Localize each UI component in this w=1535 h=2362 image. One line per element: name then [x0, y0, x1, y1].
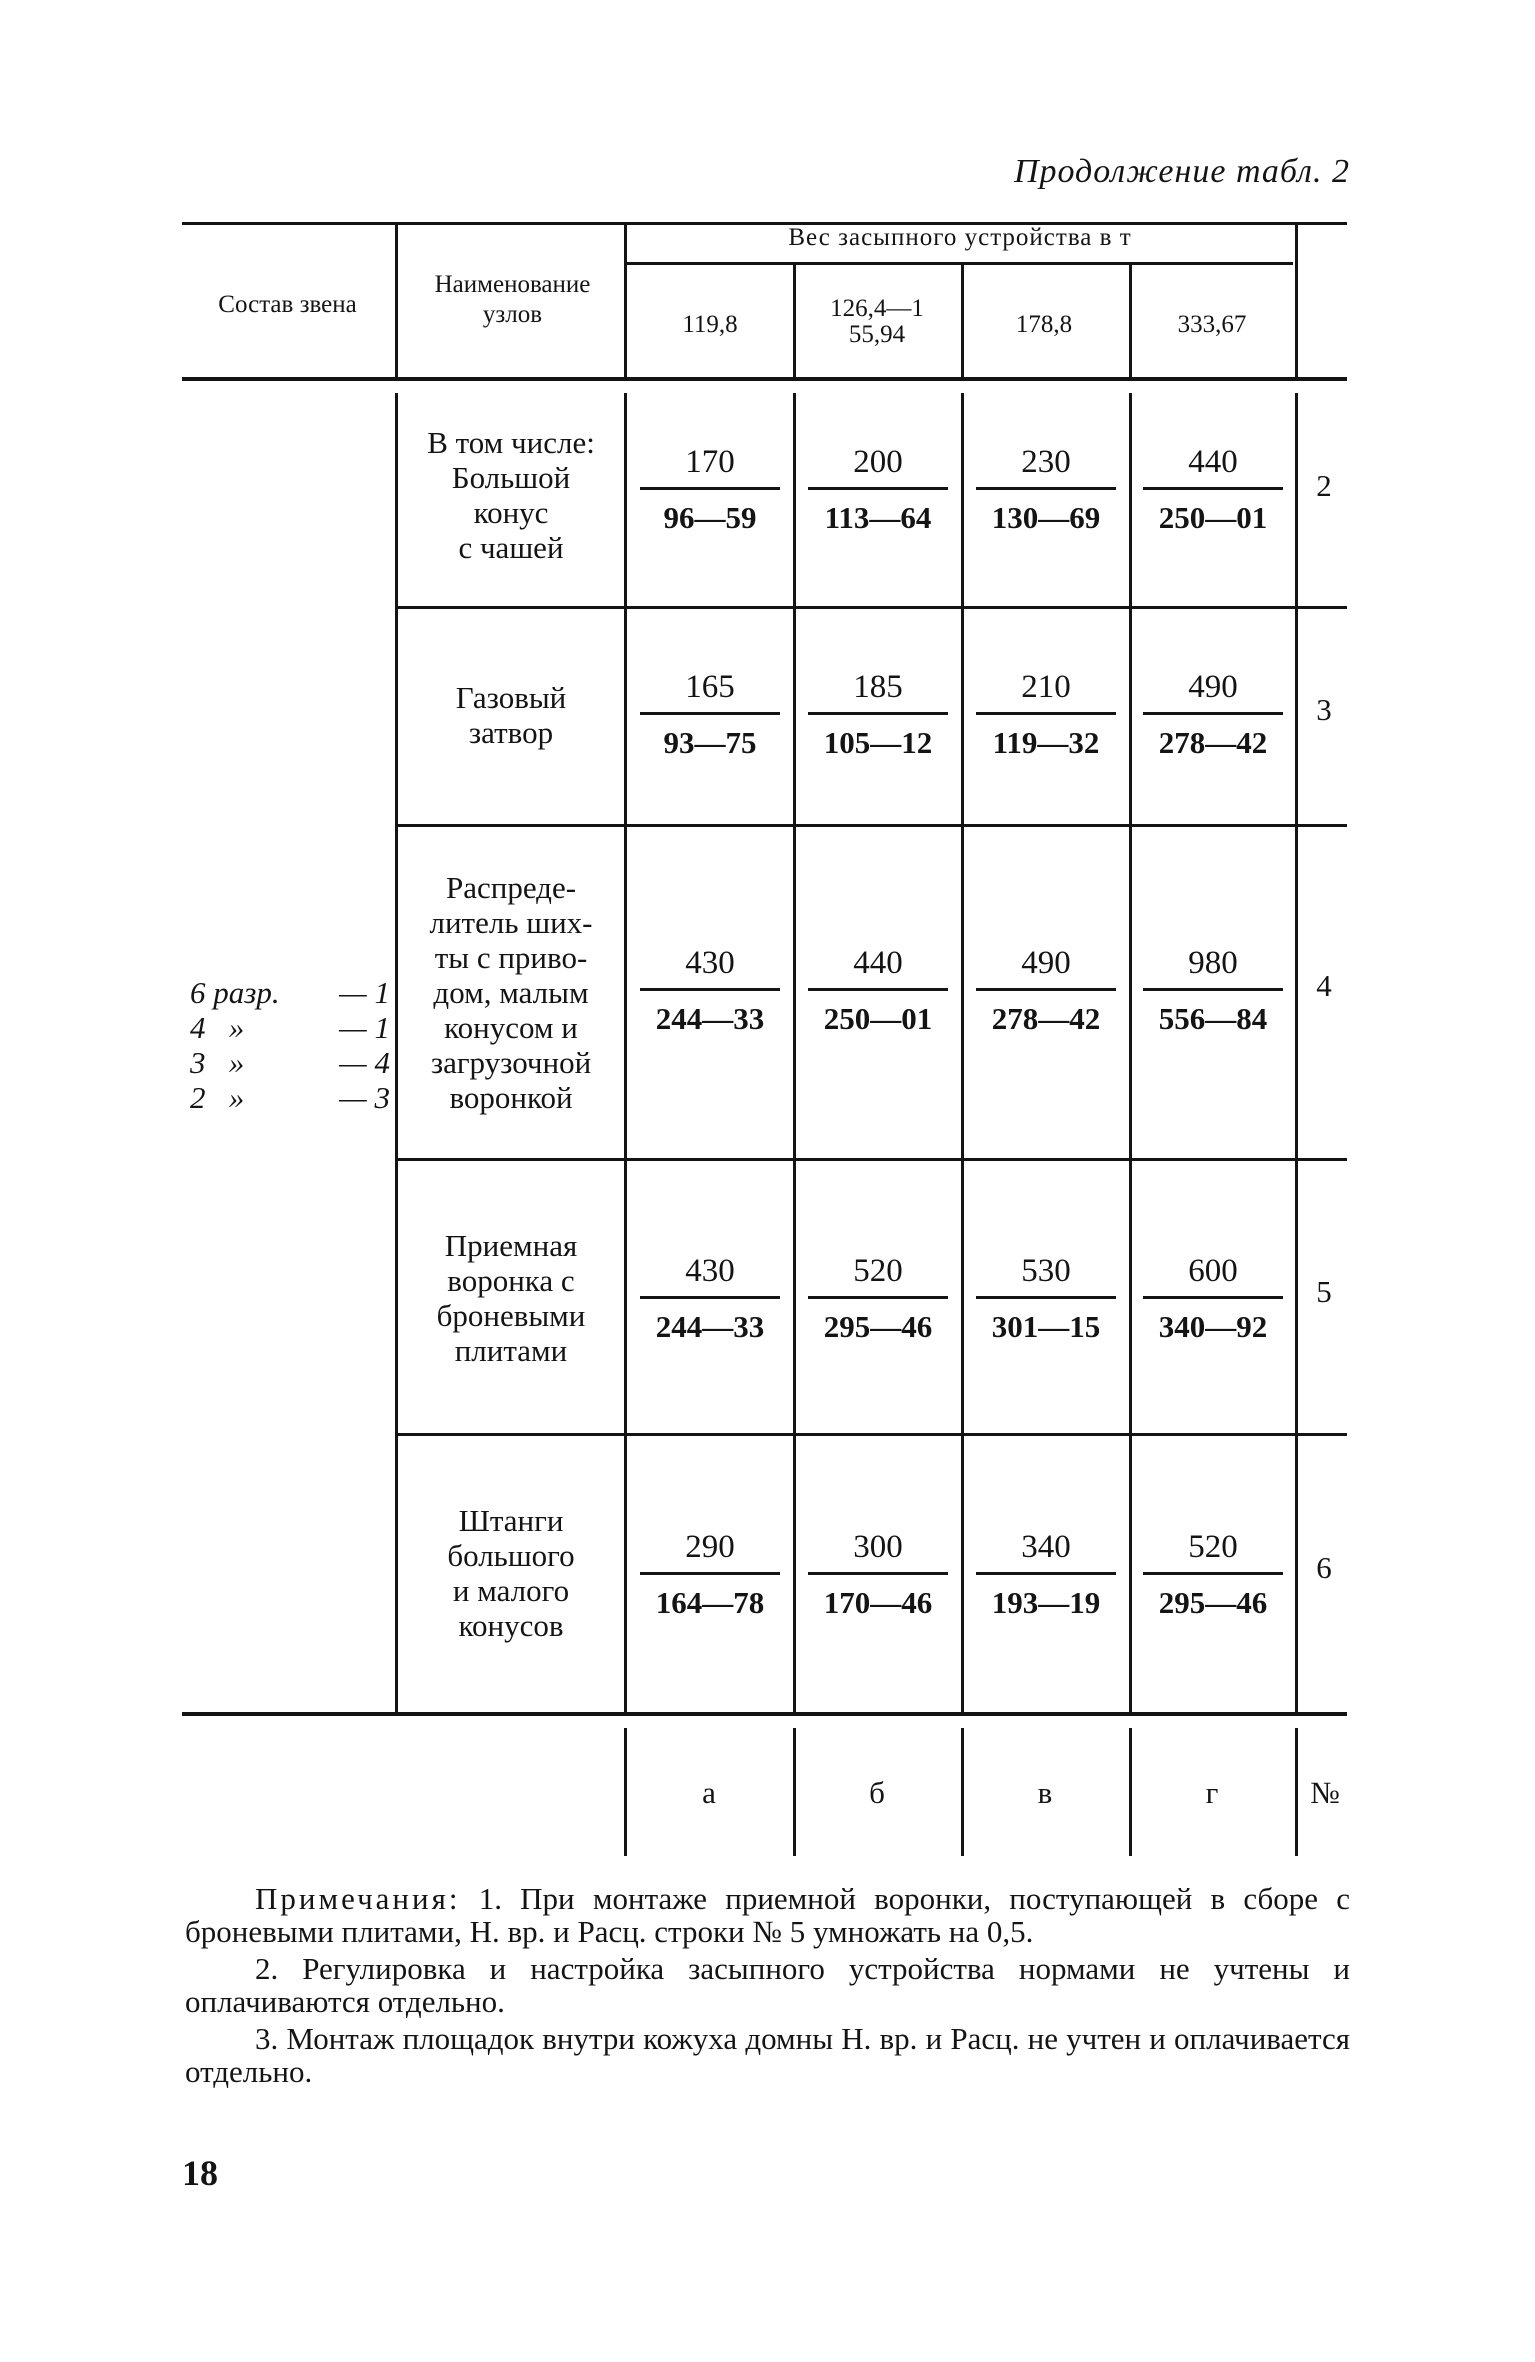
header-weight-group: Вес засыпного устройства в т	[788, 224, 1132, 251]
fraction-bar	[976, 988, 1116, 991]
pay-rate: 295—46	[1158, 1585, 1268, 1620]
vline-body-5	[1129, 393, 1132, 1713]
fraction-bar	[808, 1296, 948, 1299]
header-node: Наименование узлов	[434, 271, 591, 328]
crew-line	[190, 1080, 390, 1115]
row-separator-2	[397, 824, 1347, 827]
node-name-row-4	[400, 870, 622, 1115]
fraction-bar	[808, 487, 948, 490]
header-weight-2-value: 126,4—155,94	[830, 295, 924, 348]
crew-count: — 1	[339, 1010, 390, 1045]
norm-time: 300	[853, 1529, 903, 1565]
vline-header-6	[1295, 224, 1298, 379]
fraction-bar	[808, 1572, 948, 1575]
norm-time: 165	[685, 669, 735, 705]
value-cell	[1143, 666, 1283, 763]
row-number-label: №	[1310, 1775, 1340, 1810]
pay-rate: 295—46	[823, 1309, 933, 1344]
value-cell	[1143, 1526, 1283, 1623]
vline-body-3	[793, 393, 796, 1713]
note-2: 2. Регулировка и настройка засыпного устройства нормами не учтены и оплачиваются отдельно.	[185, 1951, 1350, 2019]
norm-time: 490	[1021, 945, 1071, 981]
value-cell	[808, 441, 948, 538]
node-line: конусом и	[444, 1010, 578, 1045]
header-weight-1: 119,8	[682, 311, 738, 338]
norm-time: 290	[685, 1529, 735, 1565]
pay-rate: 278—42	[1158, 725, 1268, 760]
column-letter-g: г	[1205, 1775, 1219, 1810]
row-number: 3	[1316, 692, 1332, 727]
pay-rate: 340—92	[1158, 1309, 1268, 1344]
node-line: Приемная	[444, 1228, 578, 1263]
norm-time: 430	[685, 945, 735, 981]
node-line: воронкой	[449, 1080, 573, 1115]
header-bottom-rule	[182, 377, 1347, 381]
pay-rate: 164—78	[655, 1585, 765, 1620]
node-line: В том числе:	[427, 425, 595, 460]
crew-count: — 3	[339, 1080, 390, 1115]
node-line: с чашей	[458, 530, 564, 565]
row-number: 6	[1316, 1550, 1332, 1585]
crew-line	[190, 1045, 390, 1080]
vline-footer-4	[1129, 1728, 1132, 1856]
value-cell	[640, 1526, 780, 1623]
norm-time: 520	[1188, 1529, 1238, 1565]
column-letter-v: в	[1037, 1775, 1053, 1810]
crew-grade: 6 разр.	[190, 975, 280, 1010]
value-cell	[976, 666, 1116, 763]
norm-time: 170	[685, 444, 735, 480]
node-name-row-2	[400, 425, 622, 565]
fraction-bar	[976, 487, 1116, 490]
norm-time: 440	[853, 945, 903, 981]
table-bottom-rule	[182, 1712, 1347, 1716]
fraction-bar	[1143, 988, 1283, 991]
value-cell	[976, 942, 1116, 1039]
fraction-bar	[640, 1296, 780, 1299]
pay-rate: 278—42	[991, 1001, 1101, 1036]
value-cell	[640, 1250, 780, 1347]
node-line: Большой	[451, 460, 571, 495]
row-separator-3	[397, 1158, 1347, 1161]
node-line: броневыми	[436, 1298, 586, 1333]
node-line: дом, малым	[433, 975, 589, 1010]
norm-time: 430	[685, 1253, 735, 1289]
value-cell	[808, 666, 948, 763]
pay-rate: 250—01	[823, 1001, 933, 1036]
norm-time: 200	[853, 444, 903, 480]
row-number: 5	[1316, 1274, 1332, 1309]
node-line: большого	[447, 1538, 575, 1573]
crew-line	[190, 1010, 390, 1045]
value-cell	[1143, 1250, 1283, 1347]
header-crew: Состав звена	[218, 291, 357, 318]
value-cell	[976, 441, 1116, 538]
node-line: Газовый	[455, 680, 567, 715]
value-cell	[1143, 441, 1283, 538]
column-letter-a: а	[702, 1775, 716, 1810]
column-letter-b: б	[869, 1775, 885, 1810]
table-caption: Продолжение табл. 2	[1013, 153, 1350, 190]
fraction-bar	[1143, 1296, 1283, 1299]
fraction-bar	[1143, 487, 1283, 490]
node-line: конусов	[458, 1608, 564, 1643]
pay-rate: 130—69	[991, 500, 1101, 535]
vline-footer-1	[624, 1728, 627, 1856]
fraction-bar	[976, 1572, 1116, 1575]
value-cell	[976, 1250, 1116, 1347]
page-number: 18	[182, 2153, 218, 2193]
notes-heading: Примечания:	[255, 1881, 461, 1916]
node-name-row-6	[400, 1503, 622, 1643]
vline-footer-5	[1295, 1728, 1298, 1856]
row-separator-1	[397, 606, 1347, 609]
node-line: ты с приво-	[434, 940, 588, 975]
notes	[185, 1882, 1350, 2088]
pay-rate: 556—84	[1158, 1001, 1268, 1036]
node-line: литель ших-	[429, 905, 593, 940]
norm-time: 490	[1188, 669, 1238, 705]
node-line: загрузочной	[430, 1045, 592, 1080]
norm-time: 340	[1021, 1529, 1071, 1565]
node-line: и малого	[452, 1573, 570, 1608]
fraction-bar	[976, 712, 1116, 715]
fraction-bar	[640, 712, 780, 715]
value-cell	[976, 1526, 1116, 1623]
pay-rate: 93—75	[663, 725, 757, 760]
value-cell	[808, 1526, 948, 1623]
vline-header-4	[961, 264, 964, 379]
node-line: затвор	[468, 715, 554, 750]
header-weight-3: 178,8	[1015, 311, 1073, 338]
pay-rate: 113—64	[824, 500, 932, 535]
crew-grade: 3 »	[190, 1045, 245, 1080]
crew-grade: 4 »	[190, 1010, 245, 1045]
norm-time: 210	[1021, 669, 1071, 705]
crew-count: — 1	[339, 975, 390, 1010]
pay-rate: 170—46	[823, 1585, 933, 1620]
value-cell	[808, 1250, 948, 1347]
node-line: Распреде-	[445, 870, 577, 905]
vline-body-1	[395, 393, 398, 1713]
norm-time: 520	[853, 1253, 903, 1289]
row-number: 4	[1316, 968, 1332, 1003]
value-cell	[640, 666, 780, 763]
norm-time: 440	[1188, 444, 1238, 480]
crew-grade: 2 »	[190, 1080, 245, 1115]
crew-composition	[190, 975, 390, 1115]
norm-time: 980	[1188, 945, 1238, 981]
value-cell	[640, 942, 780, 1039]
fraction-bar	[976, 1296, 1116, 1299]
value-cell	[640, 441, 780, 538]
header-weight-4: 333,67	[1177, 311, 1247, 338]
crew-count: — 4	[339, 1045, 390, 1080]
norm-time: 185	[853, 669, 903, 705]
vline-header-3	[793, 264, 796, 379]
crew-line	[190, 975, 390, 1010]
node-line: конус	[473, 495, 549, 530]
pay-rate: 244—33	[655, 1001, 765, 1036]
norm-time: 600	[1188, 1253, 1238, 1289]
value-cell	[1143, 942, 1283, 1039]
norm-time: 230	[1021, 444, 1071, 480]
pay-rate: 96—59	[663, 500, 757, 535]
vline-footer-2	[793, 1728, 796, 1856]
node-line: плитами	[454, 1333, 568, 1368]
node-name-row-3	[400, 680, 622, 750]
pay-rate: 193—19	[991, 1585, 1101, 1620]
fraction-bar	[1143, 1572, 1283, 1575]
vline-body-4	[961, 393, 964, 1713]
node-line: воронка с	[447, 1263, 575, 1298]
pay-rate: 244—33	[655, 1309, 765, 1344]
header-weight-rule	[626, 262, 1293, 265]
row-number: 2	[1316, 468, 1332, 503]
vline-header-2	[624, 224, 627, 379]
row-separator-4	[397, 1433, 1347, 1436]
fraction-bar	[1143, 712, 1283, 715]
note-1-text: 1. При монтаже приемной воронки, поступающей в сборе с броневыми плитами, Н. вр. и Расц. строки № 5 умножать на 0,5.	[185, 1881, 1351, 1949]
node-name-row-5	[400, 1228, 622, 1368]
vline-body-2	[624, 393, 627, 1713]
norm-time: 530	[1021, 1253, 1071, 1289]
fraction-bar	[640, 487, 780, 490]
fraction-bar	[640, 1572, 780, 1575]
node-line: Штанги	[458, 1503, 564, 1538]
vline-header-5	[1129, 264, 1132, 379]
header-weight-2	[798, 296, 956, 348]
pay-rate: 250—01	[1158, 500, 1268, 535]
vline-footer-3	[961, 1728, 964, 1856]
pay-rate: 119—32	[992, 725, 1100, 760]
fraction-bar	[808, 988, 948, 991]
pay-rate: 105—12	[823, 725, 933, 760]
fraction-bar	[808, 712, 948, 715]
pay-rate: 301—15	[991, 1309, 1101, 1344]
fraction-bar	[640, 988, 780, 991]
note-3: 3. Монтаж площадок внутри кожуха домны Н. вр. и Расц. не учтен и оплачивается отдельно.	[185, 2021, 1350, 2089]
value-cell	[808, 942, 948, 1039]
vline-body-6	[1295, 393, 1298, 1713]
vline-header-1	[395, 224, 398, 379]
note-1	[185, 1882, 1350, 1948]
